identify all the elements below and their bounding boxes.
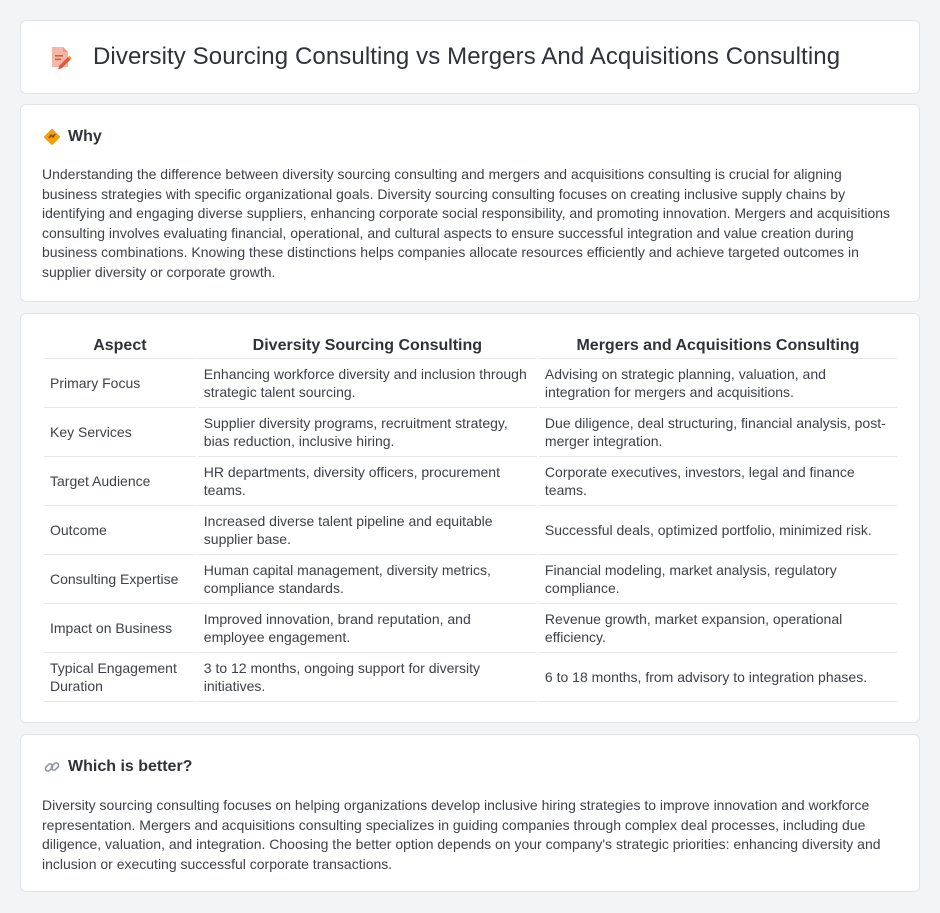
header-mergers: Mergers and Acquisitions Consulting [539,336,897,359]
header-card [20,20,920,94]
page-title: Diversity Sourcing Consulting vs Mergers And Acquisitions Consulting [93,43,841,70]
why-section [20,104,920,302]
row-aspect: Target Audience [44,457,196,506]
row-diversity: HR departments, diversity officers, procurement teams. [198,457,537,506]
row-mergers: Advising on strategic planning, valuation, and integration for mergers and acquisitions. [539,359,897,408]
table-row [44,506,897,555]
row-diversity: Supplier diversity programs, recruitment strategy, bias reduction, inclusive hiring. [198,408,537,457]
document-edit-icon [47,44,73,70]
comparison-table [42,336,899,702]
why-text: Understanding the difference between diversity sourcing consulting and mergers and acquisitions consulting is crucial for aligning business strategies with specific organizational goals. Diversity sourcing consulting focuses on creating inclusive supply chains by identifying and engaging diverse suppliers, enhancing corporate social responsibility, and promoting innovation. Mergers and acquisitions consulting involves evaluating financial, operational, and cultural aspects to ensure successful integration and value creation during business combinations. Knowing these distinctions helps companies allocate resources efficiently and achieve targeted outcomes in supplier diversity or corporate growth. [42,166,891,280]
diamond-sign-icon [43,128,61,146]
table-row [44,359,897,408]
row-aspect: Key Services [44,408,196,457]
link-icon [43,758,61,776]
table-row [44,604,897,653]
row-mergers: Due diligence, deal structuring, financial analysis, post-merger integration. [539,408,897,457]
better-header [43,758,192,776]
row-mergers: Revenue growth, market expansion, operational efficiency. [539,604,897,653]
row-aspect: Outcome [44,506,196,555]
row-mergers: 6 to 18 months, from advisory to integration phases. [539,653,897,702]
row-mergers: Corporate executives, investors, legal and finance teams. [539,457,897,506]
better-text: Diversity sourcing consulting focuses on helping organizations develop inclusive hiring strategies to improve innovation and workforce representation. Mergers and acquisitions consulting specializes in guiding companies through complex deal processes, including due diligence, valuation, and integration. Choosing the better option depends on your company's strategic priorities: enhancing diversity and inclusion or executing successful corporate transactions. [42,797,881,872]
table-header-row [44,336,897,359]
better-section [20,734,920,892]
row-aspect: Impact on Business [44,604,196,653]
header-diversity: Diversity Sourcing Consulting [198,336,537,359]
why-header [43,128,102,146]
row-diversity: Human capital management, diversity metrics, compliance standards. [198,555,537,604]
table-row [44,555,897,604]
why-title: Why [68,128,102,145]
comparison-section [20,313,920,723]
row-aspect: Typical Engagement Duration [44,653,196,702]
header-aspect: Aspect [44,336,196,359]
row-diversity: Enhancing workforce diversity and inclusion through strategic talent sourcing. [198,359,537,408]
row-diversity: Improved innovation, brand reputation, and employee engagement. [198,604,537,653]
row-mergers: Financial modeling, market analysis, regulatory compliance. [539,555,897,604]
table-row [44,408,897,457]
row-mergers: Successful deals, optimized portfolio, minimized risk. [539,506,897,555]
table-row [44,653,897,702]
row-aspect: Consulting Expertise [44,555,196,604]
title-row [47,43,840,71]
row-diversity: Increased diverse talent pipeline and equitable supplier base. [198,506,537,555]
row-aspect: Primary Focus [44,359,196,408]
row-diversity: 3 to 12 months, ongoing support for diversity initiatives. [198,653,537,702]
better-title: Which is better? [68,758,193,775]
table-row [44,457,897,506]
